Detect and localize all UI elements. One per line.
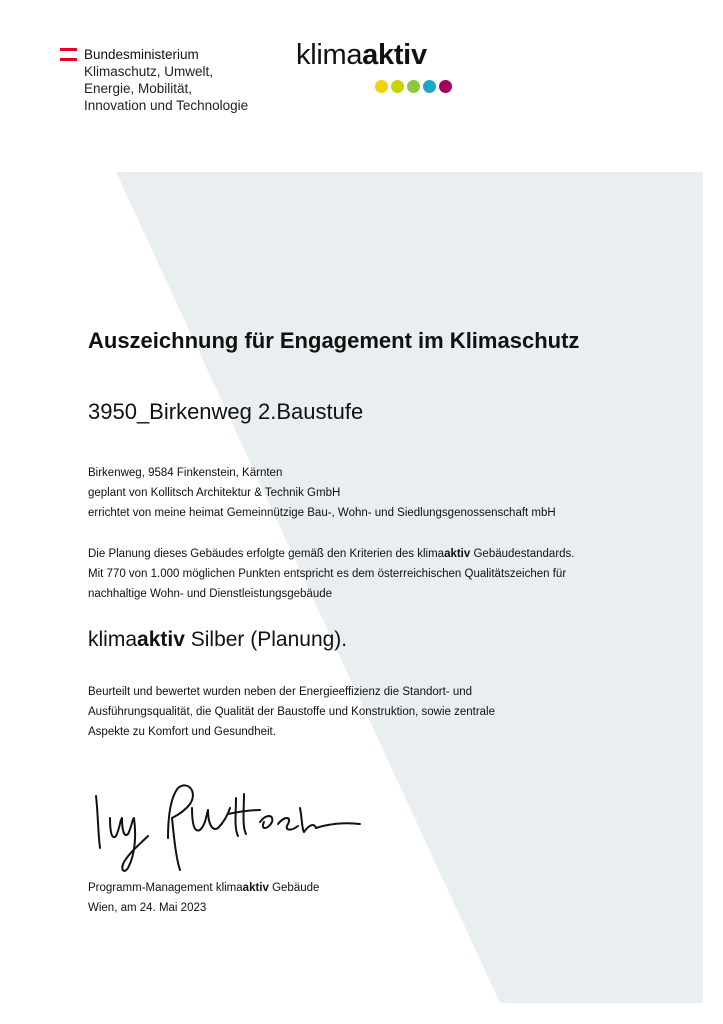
program-line	[88, 878, 319, 898]
flag-stripe	[60, 48, 77, 51]
logo-bold: aktiv	[362, 39, 427, 71]
address-block	[88, 463, 556, 523]
logo-dot	[391, 80, 404, 93]
ministry-name-line: Energie, Mobilität,	[84, 81, 193, 96]
ministry-logo	[60, 46, 248, 114]
certificate-heading: Auszeichnung für Engagement im Klimaschutz	[88, 328, 580, 353]
project-title: 3950_Birkenweg 2.Baustufe	[88, 399, 364, 424]
flag-stripe	[60, 58, 77, 61]
criteria-line	[88, 544, 575, 564]
klimaaktiv-logo	[296, 38, 427, 72]
planner-line: geplant von Kollitsch Architektur & Technik GmbH	[88, 487, 341, 499]
place-date: Wien, am 24. Mai 2023	[88, 902, 207, 914]
logo-prefix: klima	[296, 39, 363, 71]
program-bold: aktiv	[242, 882, 269, 894]
ministry-name-line: Innovation und Technologie	[84, 98, 249, 113]
address-line: Birkenweg, 9584 Finkenstein, Kärnten	[88, 467, 283, 479]
logo-dots	[375, 80, 455, 98]
austria-flag-icon	[60, 48, 77, 63]
footer-block	[88, 878, 319, 918]
ministry-name-line: Klimaschutz, Umwelt,	[84, 64, 214, 79]
evaluation-line: Aspekte zu Komfort und Gesundheit.	[88, 726, 276, 738]
rating-bold: aktiv	[137, 628, 185, 651]
criteria-text: Die Planung dieses Gebäudes erfolgte gemäß den Kriterien des klima	[88, 548, 445, 560]
handwritten-signature	[88, 778, 368, 878]
ministry-name-line: Bundesministerium	[84, 47, 199, 62]
evaluation-line: Beurteilt und bewertet wurden neben der Energieeffizienz die Standort- und	[88, 686, 473, 698]
criteria-text: Gebäudestandards.	[470, 548, 575, 560]
program-text: Programm-Management klima	[88, 882, 243, 894]
program-text: Gebäude	[268, 882, 320, 894]
criteria-block	[88, 544, 575, 604]
evaluation-block	[88, 682, 495, 742]
evaluation-line: Ausführungsqualität, die Qualität der Baustoffe und Konstruktion, sowie zentrale	[88, 706, 496, 718]
rating-line	[88, 628, 347, 652]
rating-text: Silber (Planung).	[184, 628, 348, 651]
flag-stripe	[60, 53, 77, 56]
logo-wordmark	[296, 38, 427, 72]
criteria-line: Mit 770 von 1.000 möglichen Punkten entspricht es dem österreichischen Qualitätszeichen für	[88, 568, 567, 580]
logo-dot	[423, 80, 436, 93]
builder-line: errichtet von meine heimat Gemeinnützige Bau-, Wohn- und Siedlungsgenossenschaft mbH	[88, 507, 556, 519]
criteria-line: nachhaltige Wohn- und Dienstleistungsgebäude	[88, 588, 333, 600]
logo-dot	[407, 80, 420, 93]
criteria-bold: aktiv	[444, 548, 471, 560]
logo-dot	[439, 80, 452, 93]
rating-prefix: klima	[88, 628, 138, 651]
logo-dot	[375, 80, 388, 93]
